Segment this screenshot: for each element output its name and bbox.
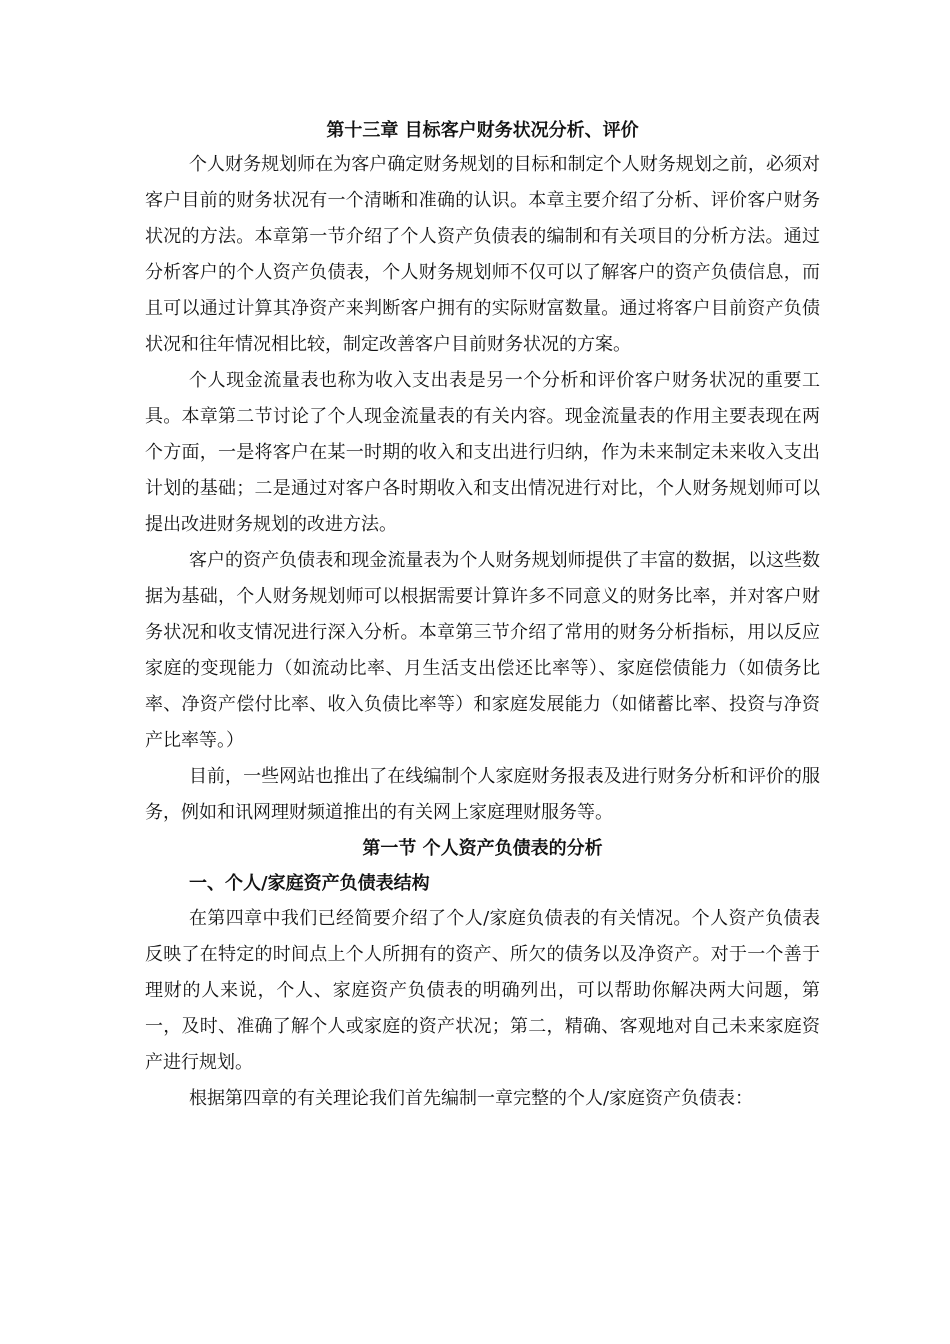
paragraph-intro-3: 客户的资产负债表和现金流量表为个人财务规划师提供了丰富的数据，以这些数据为基础，个人财务规划师可以根据需要计算许多不同意义的财务比率，并对客户财务状况和收支情况进行深入分析。本章第三节介绍了常用的财务分析指标，用以反应家庭的变现能力（如流动比率、月生活支出偿还比率等）、家庭偿债能力（如债务比率、净资产偿付比率、收入负债比率等）和家庭发展能力（如储蓄比率、投资与净资产比率等。） [145,550,820,751]
document-body [145,115,820,1117]
paragraph-intro-4: 目前，一些网站也推出了在线编制个人家庭财务报表及进行财务分析和评价的服务，例如和讯网理财频道推出的有关网上家庭理财服务等。 [145,766,820,823]
paragraph-intro-1: 个人财务规划师在为客户确定财务规划的目标和制定个人财务规划之前，必须对客户目前的财务状况有一个清晰和准确的认识。本章主要介绍了分析、评价客户财务状况的方法。本章第一节介绍了个人资产负债表的编制和有关项目的分析方法。通过分析客户的个人资产负债表，个人财务规划师不仅可以了解客户的资产负债信息，而且可以通过计算其净资产来判断客户拥有的实际财富数量。通过将客户目前资产负债状况和往年情况相比较，制定改善客户目前财务状况的方案。 [145,154,820,355]
paragraph-section-2: 根据第四章的有关理论我们首先编制一章完整的个人/家庭资产负债表： [189,1088,754,1109]
section-title: 第一节 个人资产负债表的分析 [362,838,603,859]
subsection-title: 一、个人/家庭资产负债表结构 [189,873,430,894]
paragraph-intro-2: 个人现金流量表也称为收入支出表是另一个分析和评价客户财务状况的重要工具。本章第二节讨论了个人现金流量表的有关内容。现金流量表的作用主要表现在两个方面，一是将客户在某一时期的收入和支出进行归纳，作为未来制定未来收入支出计划的基础；二是通过对客户各时期收入和支出情况进行对比，个人财务规划师可以提出改进财务规划的改进方法。 [145,370,820,535]
paragraph-section-1: 在第四章中我们已经简要介绍了个人/家庭负债表的有关情况。个人资产负债表反映了在特定的时间点上个人所拥有的资产、所欠的债务以及净资产。对于一个善于理财的人来说，个人、家庭资产负债表的明确列出，可以帮助你解决两大问题，第一，及时、准确了解个人或家庭的资产状况；第二，精确、客观地对自己未来家庭资产进行规划。 [145,908,820,1073]
chapter-title: 第十三章 目标客户财务状况分析、评价 [326,120,639,141]
